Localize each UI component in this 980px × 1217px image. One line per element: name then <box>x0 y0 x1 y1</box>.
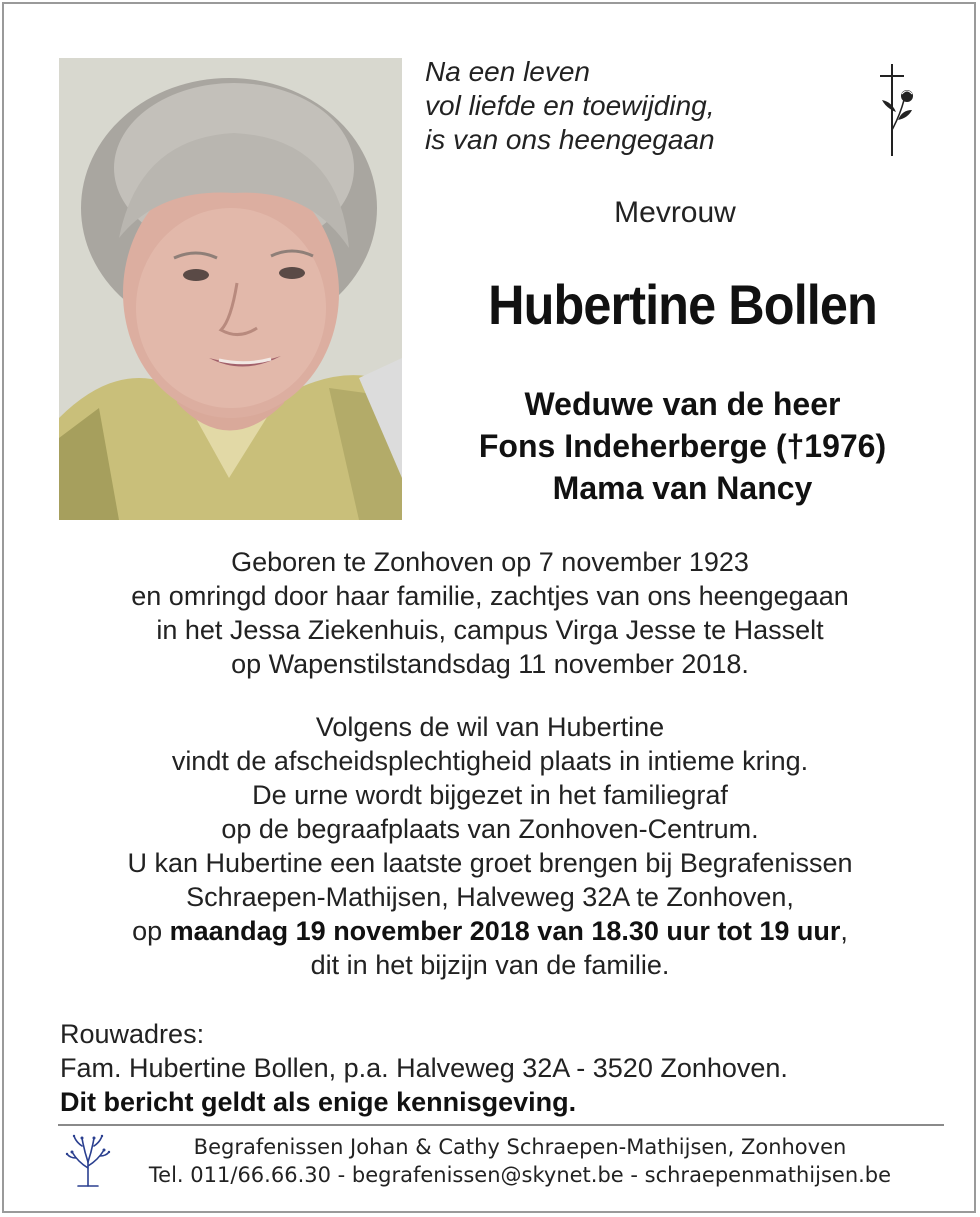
notice-statement: Dit bericht geldt als enige kennisgeving. <box>60 1087 577 1117</box>
paragraph-line: U kan Hubertine een laatste groet brengen bij Begrafenissen <box>127 848 853 878</box>
visit-time: maandag 19 november 2018 van 18.30 uur tot 19 uur <box>169 916 841 946</box>
paragraph-line: Volgens de wil van Hubertine <box>315 712 665 742</box>
intro-line: is van ons heengegaan <box>425 124 715 155</box>
paragraph-line: De urne wordt bijgezet in het familiegraf <box>252 780 728 810</box>
intro-line: vol liefde en toewijding, <box>425 90 715 121</box>
visit-prefix: op <box>132 916 170 946</box>
funeral-home-footer <box>120 1133 920 1189</box>
address-label: Rouwadres: <box>60 1019 205 1049</box>
relation-line: Weduwe van de heer <box>524 386 841 422</box>
company-name: Begrafenissen Johan & Cathy Schraepen-Mathijsen, Zonhoven <box>193 1135 847 1159</box>
paragraph-line: op de begraafplaats van Zonhoven-Centrum. <box>221 814 759 844</box>
contact-line: Tel. 011/66.66.30 - begrafenissen@skynet.be - schraepenmathijsen.be <box>148 1163 892 1187</box>
paragraph-line: en omringd door haar familie, zachtjes van ons heengegaan <box>131 581 849 611</box>
portrait-photo <box>59 58 402 520</box>
relation-line: Fons Indeherberge (†1976) <box>478 428 887 464</box>
birth-death-paragraph <box>30 545 950 681</box>
intro-line: Na een leven <box>425 56 591 87</box>
paragraph-line: Schraepen-Mathijsen, Halveweg 32A te Zonhoven, <box>186 882 794 912</box>
ceremony-paragraph <box>30 710 950 982</box>
tree-logo-icon <box>64 1132 112 1188</box>
deceased-name: Hubertine Bollen <box>488 273 877 336</box>
paragraph-line: dit in het bijzijn van de familie. <box>310 950 670 980</box>
visit-suffix: , <box>840 916 848 946</box>
paragraph-line: Geboren te Zonhoven op 7 november 1923 <box>231 547 749 577</box>
title-prefix: Mevrouw <box>614 196 736 229</box>
visit-line <box>30 914 950 948</box>
relations-block <box>410 383 955 509</box>
intro-verse <box>425 55 715 157</box>
paragraph-line: op Wapenstilstandsdag 11 november 2018. <box>231 649 749 679</box>
address-block <box>60 1017 788 1119</box>
paragraph-line: in het Jessa Ziekenhuis, campus Virga Jesse te Hasselt <box>156 615 824 645</box>
cross-rose-icon <box>868 60 924 160</box>
paragraph-line: vindt de afscheidsplechtigheid plaats in intieme kring. <box>171 746 809 776</box>
relation-line: Mama van Nancy <box>552 470 813 506</box>
footer-divider <box>58 1124 944 1126</box>
address-line: Fam. Hubertine Bollen, p.a. Halveweg 32A - 3520 Zonhoven. <box>60 1053 788 1083</box>
